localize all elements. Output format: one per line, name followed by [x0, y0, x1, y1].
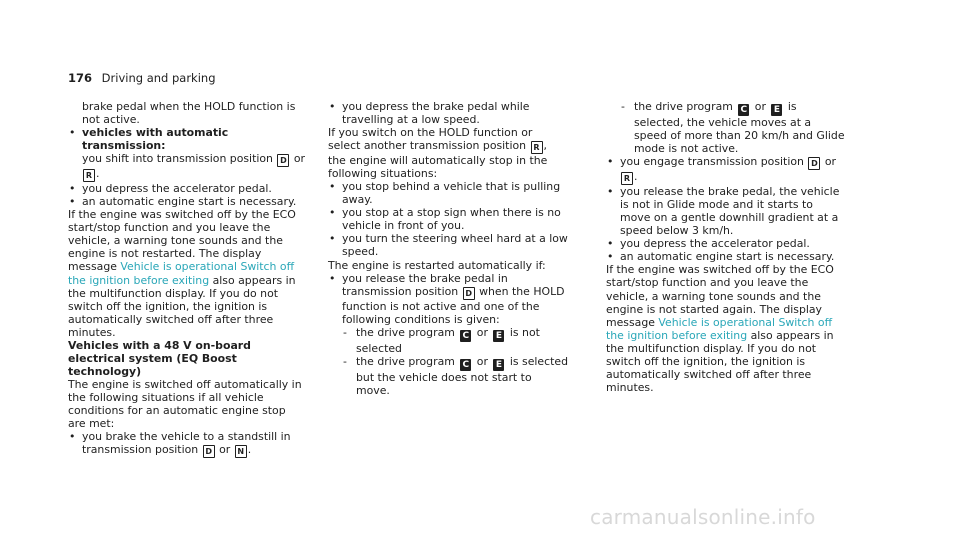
section-heading: Vehicles with a 48 V on-board electrical system (EQ Boost technology) [68, 338, 251, 378]
list-item: • you depress the accelerator pedal. [606, 237, 846, 250]
paragraph [328, 126, 568, 180]
text: , the engine will automatically stop in the following situations: [328, 139, 548, 181]
drive-program-c-icon: C [460, 359, 471, 371]
bullet-list [68, 126, 306, 208]
list-item: • you stop at a stop sign when there is no vehicle in front of you. [328, 206, 568, 232]
text: is selected, the vehicle moves at a speed of more than 20 km/h and Glide mode is not active. [634, 100, 845, 156]
transmission-d-icon: D [277, 154, 289, 167]
text: . [634, 170, 638, 184]
bullet-list [68, 430, 306, 458]
column-2 [328, 100, 568, 397]
drive-program-e-icon: E [493, 359, 504, 371]
list-item [328, 272, 568, 397]
list-item [342, 355, 568, 397]
paragraph [68, 208, 306, 338]
dash-list [606, 100, 846, 155]
text: . [96, 167, 100, 181]
display-message-link[interactable]: Vehicle is operational Switch off the ignition before exiting [68, 260, 295, 287]
text: the drive program [634, 100, 733, 113]
list-item: • an automatic engine start is necessary. [68, 195, 306, 208]
text: or [824, 155, 836, 169]
text: the drive program [356, 325, 455, 339]
paragraph: The engine is switched off automatically in the following situations if all vehicle conditions for an automatic engine stop are met: [68, 377, 302, 431]
text: . [247, 443, 252, 457]
text: or [219, 443, 231, 457]
paragraph: The engine is restarted automatically if: [328, 258, 546, 272]
text: you brake the vehicle to a standstill in transmission position [82, 430, 291, 457]
text: when the HOLD function is not active and one of the following conditions is given: [342, 284, 565, 326]
paragraph [606, 263, 846, 393]
column-3 [606, 100, 846, 394]
bullet-list [606, 155, 846, 263]
list-item [342, 326, 568, 355]
text: also appears in the multifunction display. If you do not switch off the ignition, the ignition is automatically switched off after three minutes. [606, 328, 834, 394]
text: or [754, 100, 766, 113]
page-header [68, 71, 216, 85]
list-item [606, 155, 846, 185]
text: or [476, 325, 488, 339]
list-item [68, 126, 306, 182]
drive-program-c-icon: C [460, 330, 471, 342]
watermark: carmanualsonline.info [590, 505, 816, 529]
transmission-r-icon: R [83, 169, 95, 182]
transmission-r-icon: R [621, 172, 633, 185]
list-item [620, 100, 846, 155]
text: you engage transmission position [620, 155, 804, 169]
display-message-link[interactable]: Vehicle is operational Switch off the ignition before exiting [606, 315, 833, 342]
transmission-d-icon: D [808, 157, 820, 170]
text: or [476, 354, 488, 368]
list-item: • an automatic engine start is necessary. [606, 250, 846, 263]
text: If the engine was switched off by the ECO start/stop function and you leave the vehicle, a warning tone sounds and the engine is not started again. The display message [606, 263, 834, 329]
page-number: 176 [68, 71, 93, 85]
transmission-r-icon: R [531, 141, 543, 154]
drive-program-e-icon: E [771, 104, 782, 116]
text: also appears in the multifunction display. If you do not switch off the ignition, the ignition is automatically switched off after three minutes. [68, 273, 296, 339]
text: or [293, 152, 306, 166]
drive-program-c-icon: C [738, 104, 749, 116]
list-item: • you turn the steering wheel hard at a low speed. [328, 232, 568, 258]
text: If you switch on the HOLD function or select another transmission position [328, 126, 533, 153]
list-item: • you depress the brake pedal while travelling at a low speed. [328, 100, 568, 126]
list-item: • you release the brake pedal, the vehicle is not in Glide mode and it starts to move on a gentle downhill gradient at a speed below 3 km/h. [606, 185, 846, 237]
text: is selected but the vehicle does not start to move. [356, 354, 569, 397]
bullet-list [328, 100, 568, 126]
drive-program-e-icon: E [493, 330, 504, 342]
text: is not selected [356, 325, 540, 355]
list-item [68, 430, 306, 458]
transmission-d-icon: D [463, 287, 475, 300]
text: you shift into transmission position [82, 152, 273, 166]
list-item: • you depress the accelerator pedal. [68, 182, 306, 195]
bold-text: vehicles with automatic transmission: [82, 126, 229, 153]
column-1 [68, 100, 306, 458]
dash-list [342, 326, 568, 397]
text: the drive program [356, 354, 455, 368]
bullet-list [328, 272, 568, 397]
section-title: Driving and parking [101, 71, 216, 85]
transmission-d-icon: D [203, 445, 215, 458]
paragraph: brake pedal when the HOLD function is not active. [82, 100, 296, 127]
list-item: • you stop behind a vehicle that is pulling away. [328, 180, 568, 206]
text: you release the brake pedal in transmission position [342, 271, 508, 298]
text: If the engine was switched off by the ECO start/stop function and you leave the vehicle, a warning tone sounds and the engine is not restarted. The display message [68, 208, 296, 274]
bullet-list [328, 180, 568, 258]
transmission-n-icon: N [235, 445, 247, 458]
